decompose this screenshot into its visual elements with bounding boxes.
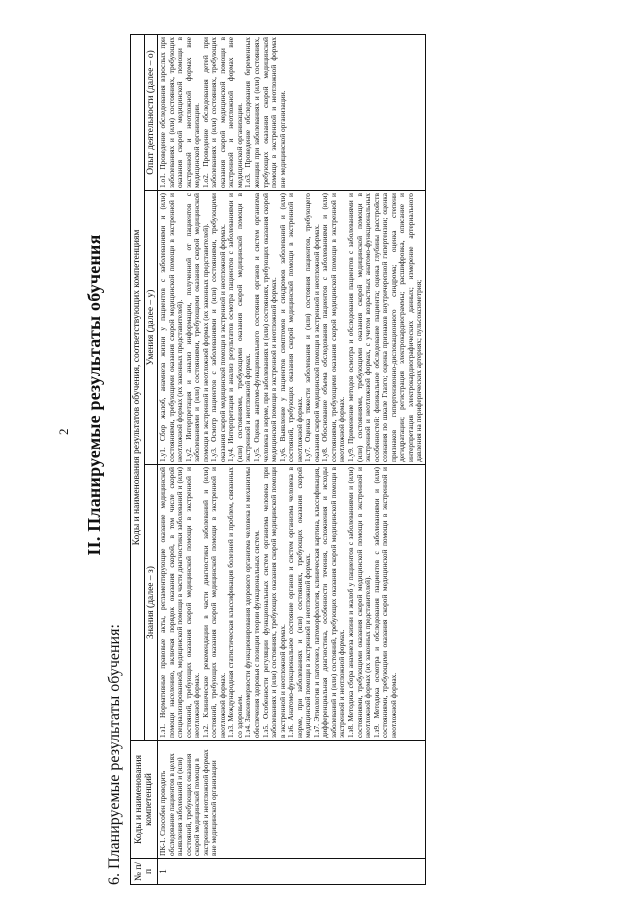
experience-item: 1.о3. Проведение обследования беременных женщин при заболеваниях и (или) состояниях, требующих оказания скорой медицинской помощи в экстренной и неотложной формах вне медицинской организации. [243, 37, 287, 188]
skill-item: 1.у2. Интерпретация и анализ информации, полученной от пациентов с заболеваниями и (или) состояниями, требующими оказания скорой медицинской помощи в экстренной и неотложной формах (их законных представителей). [183, 193, 210, 462]
knowledge-item: 1.з7. Этиология и патогенез, патоморфология, клиническая картина, классификация, дифференциальная диагностика, особенности течения, осложнения и исходы заболеваний и (или) состояний, требующих оказания скорой медицинской помощи в экстренной и неотложной формах. [311, 467, 347, 738]
knowledge-item: 1.з6. Анатомо-функциональное состояние органов и систем организма человека в норме, при заболеваниях и (или) состояниях, требующих оказания скорой медицинской помощи в экстренной и неотложной формах. [286, 467, 313, 738]
skill-item: 1.у7. Оценка тяжести заболевания и (или) состояния пациентов, требующего оказания скорой медицинской помощи в экстренной и неотложной формах. [303, 193, 321, 462]
knowledge-item: 1.з9. Методика осмотра и обследования пациентов с заболеваниями и (или) состояниями, требующими оказания скорой медицинской помощи в экстренной и неотложной формах. [371, 467, 398, 738]
header-competence-codes: Коды и наименования компетенций [131, 741, 158, 859]
table-row [158, 35, 426, 885]
knowledge-item: 1.з4. Закономерности функционирования здорового организма человека и механизмы обеспечения здоровья с позиции теории функциональных систем. [243, 467, 262, 738]
experience-cell [158, 35, 426, 191]
header-experience: Опыт деятельности (далее – о) [144, 35, 158, 191]
skill-item: 1.у3. Осмотр пациентов с заболеваниями и (или) состояниями, требующими оказания скорой медицинской помощи в экстренной и неотложной формах. [209, 193, 227, 462]
skill-item: 1.у5. Оценка анатомо-функционального состояния органов и систем организма человека в норме, при заболеваниях и (или) состояниях, требующих оказания скорой медицинской помощи в экстренной и неотложной формах. [252, 193, 279, 462]
knowledge-cell [158, 465, 426, 741]
knowledge-item: 1.з3. Международная статистическая классификация болезней и проблем, связанных со здоровьем. [226, 467, 244, 738]
subsection-heading: 6. Планируемые результаты обучения: [106, 624, 123, 885]
header-skills: Умения (далее – у) [144, 191, 158, 465]
knowledge-item: 1.з5. Особенности регуляции функциональных систем организма человека при заболеваниях и (или) состояниях, требующих оказания скорой медицинской помощи в экстренной и неотложной формах. [260, 467, 287, 738]
header-outcomes-group: Коды и наименования результатов обучения, соответствующих компетенциям [131, 35, 145, 741]
learning-outcomes-table [130, 34, 426, 885]
competence-cell: ПК-1. Способен проводить обследование пациентов в целях выявления заболеваний и (или) состояний, требующих оказания скорой медицинской помощи в экстренной и неотложной формах вне медицинской организации [158, 741, 426, 859]
knowledge-item: 1.з1. Нормативные правовые акты, регламентирующие оказание медицинской помощи населению, включая порядок оказания скорой, в том числе скорой специализированной, медицинской помощи в части диагностики заболеваний и (или) состояний, требующих оказания скорой медицинской помощи в экстренной и неотложной формах. [158, 467, 202, 738]
row-number: 1 [158, 859, 426, 885]
skills-cell [158, 191, 426, 465]
skill-item: 1.у4. Интерпретация и анализ результатов осмотра пациентов с заболеваниями и (или) состояниями, требующими оказания скорой медицинской помощи в экстренной и неотложной формах. [226, 193, 253, 462]
page-number: 2 [56, 428, 71, 435]
skill-item: 1.у8. Обоснование объема обследования пациентов с заболеваниями и (или) состояниями, требующими оказания скорой медицинской помощи в экстренной и неотложной формах. [320, 193, 347, 462]
section-heading: II. Планируемые результаты обучения [84, 234, 104, 556]
knowledge-item: 1.з8. Методика сбора анамнеза жизни и жалоб у пациентов с заболеваниями и (или) состояниями, требующими оказания скорой медицинской помощи в экстренной и неотложной формах (их законных представителей). [346, 467, 373, 738]
experience-item: 1.о1. Проведение обследования взрослых при заболеваниях и (или) состояниях, требующих оказания скорой медицинской помощи в экстренной и неотложной формах вне медицинской организации. [158, 37, 202, 188]
skill-item: 1.у6. Выявление у пациентов симптомов и синдромов заболеваний и (или) состояний, требующих оказания скорой медицинской помощи в экстренной и неотложной формах. [277, 193, 304, 462]
header-number: № п/п [131, 859, 158, 885]
experience-item: 1.о2. Проведение обследования детей при заболеваниях и (или) состояниях, требующих оказания скорой медицинской помощи в экстренной и неотложной формах вне медицинской организации. [200, 37, 244, 188]
skill-item: 1.у1. Сбор жалоб, анамнеза жизни у пациентов с заболеваниями и (или) состояниями, требующими оказания скорой медицинской помощи в экстренной и неотложной формах (их законных представителей). [158, 193, 185, 462]
skill-item: 1.у9. Применение методов осмотра и обследования пациентов с заболеваниями и (или) состояниями, требующими оказания скорой медицинской помощи в экстренной и неотложной формах, с учетом возрастных анатомо-функциональных особенностей: физикальное обследование пациента; оценка глубины расстройств сознания по шкале Глазго; оценка признаков внутричерепной гипертензии; оценка признаков гипертензионно-дислокационного синдрома; оценка степени дегидратации; регистрация электрокардиограммы; расшифровка, описание и интерпретация электрокардиографических данных; измерение артериального давления на периферических артериях; пульсоксиметрия; [346, 193, 424, 462]
knowledge-item: 1.з2. Клинические рекомендации в части диагностики заболеваний и (или) состояний, требующих оказания скорой медицинской помощи в экстренной и неотложной формах. [200, 467, 227, 738]
header-knowledge: Знания (далее – з) [144, 465, 158, 741]
